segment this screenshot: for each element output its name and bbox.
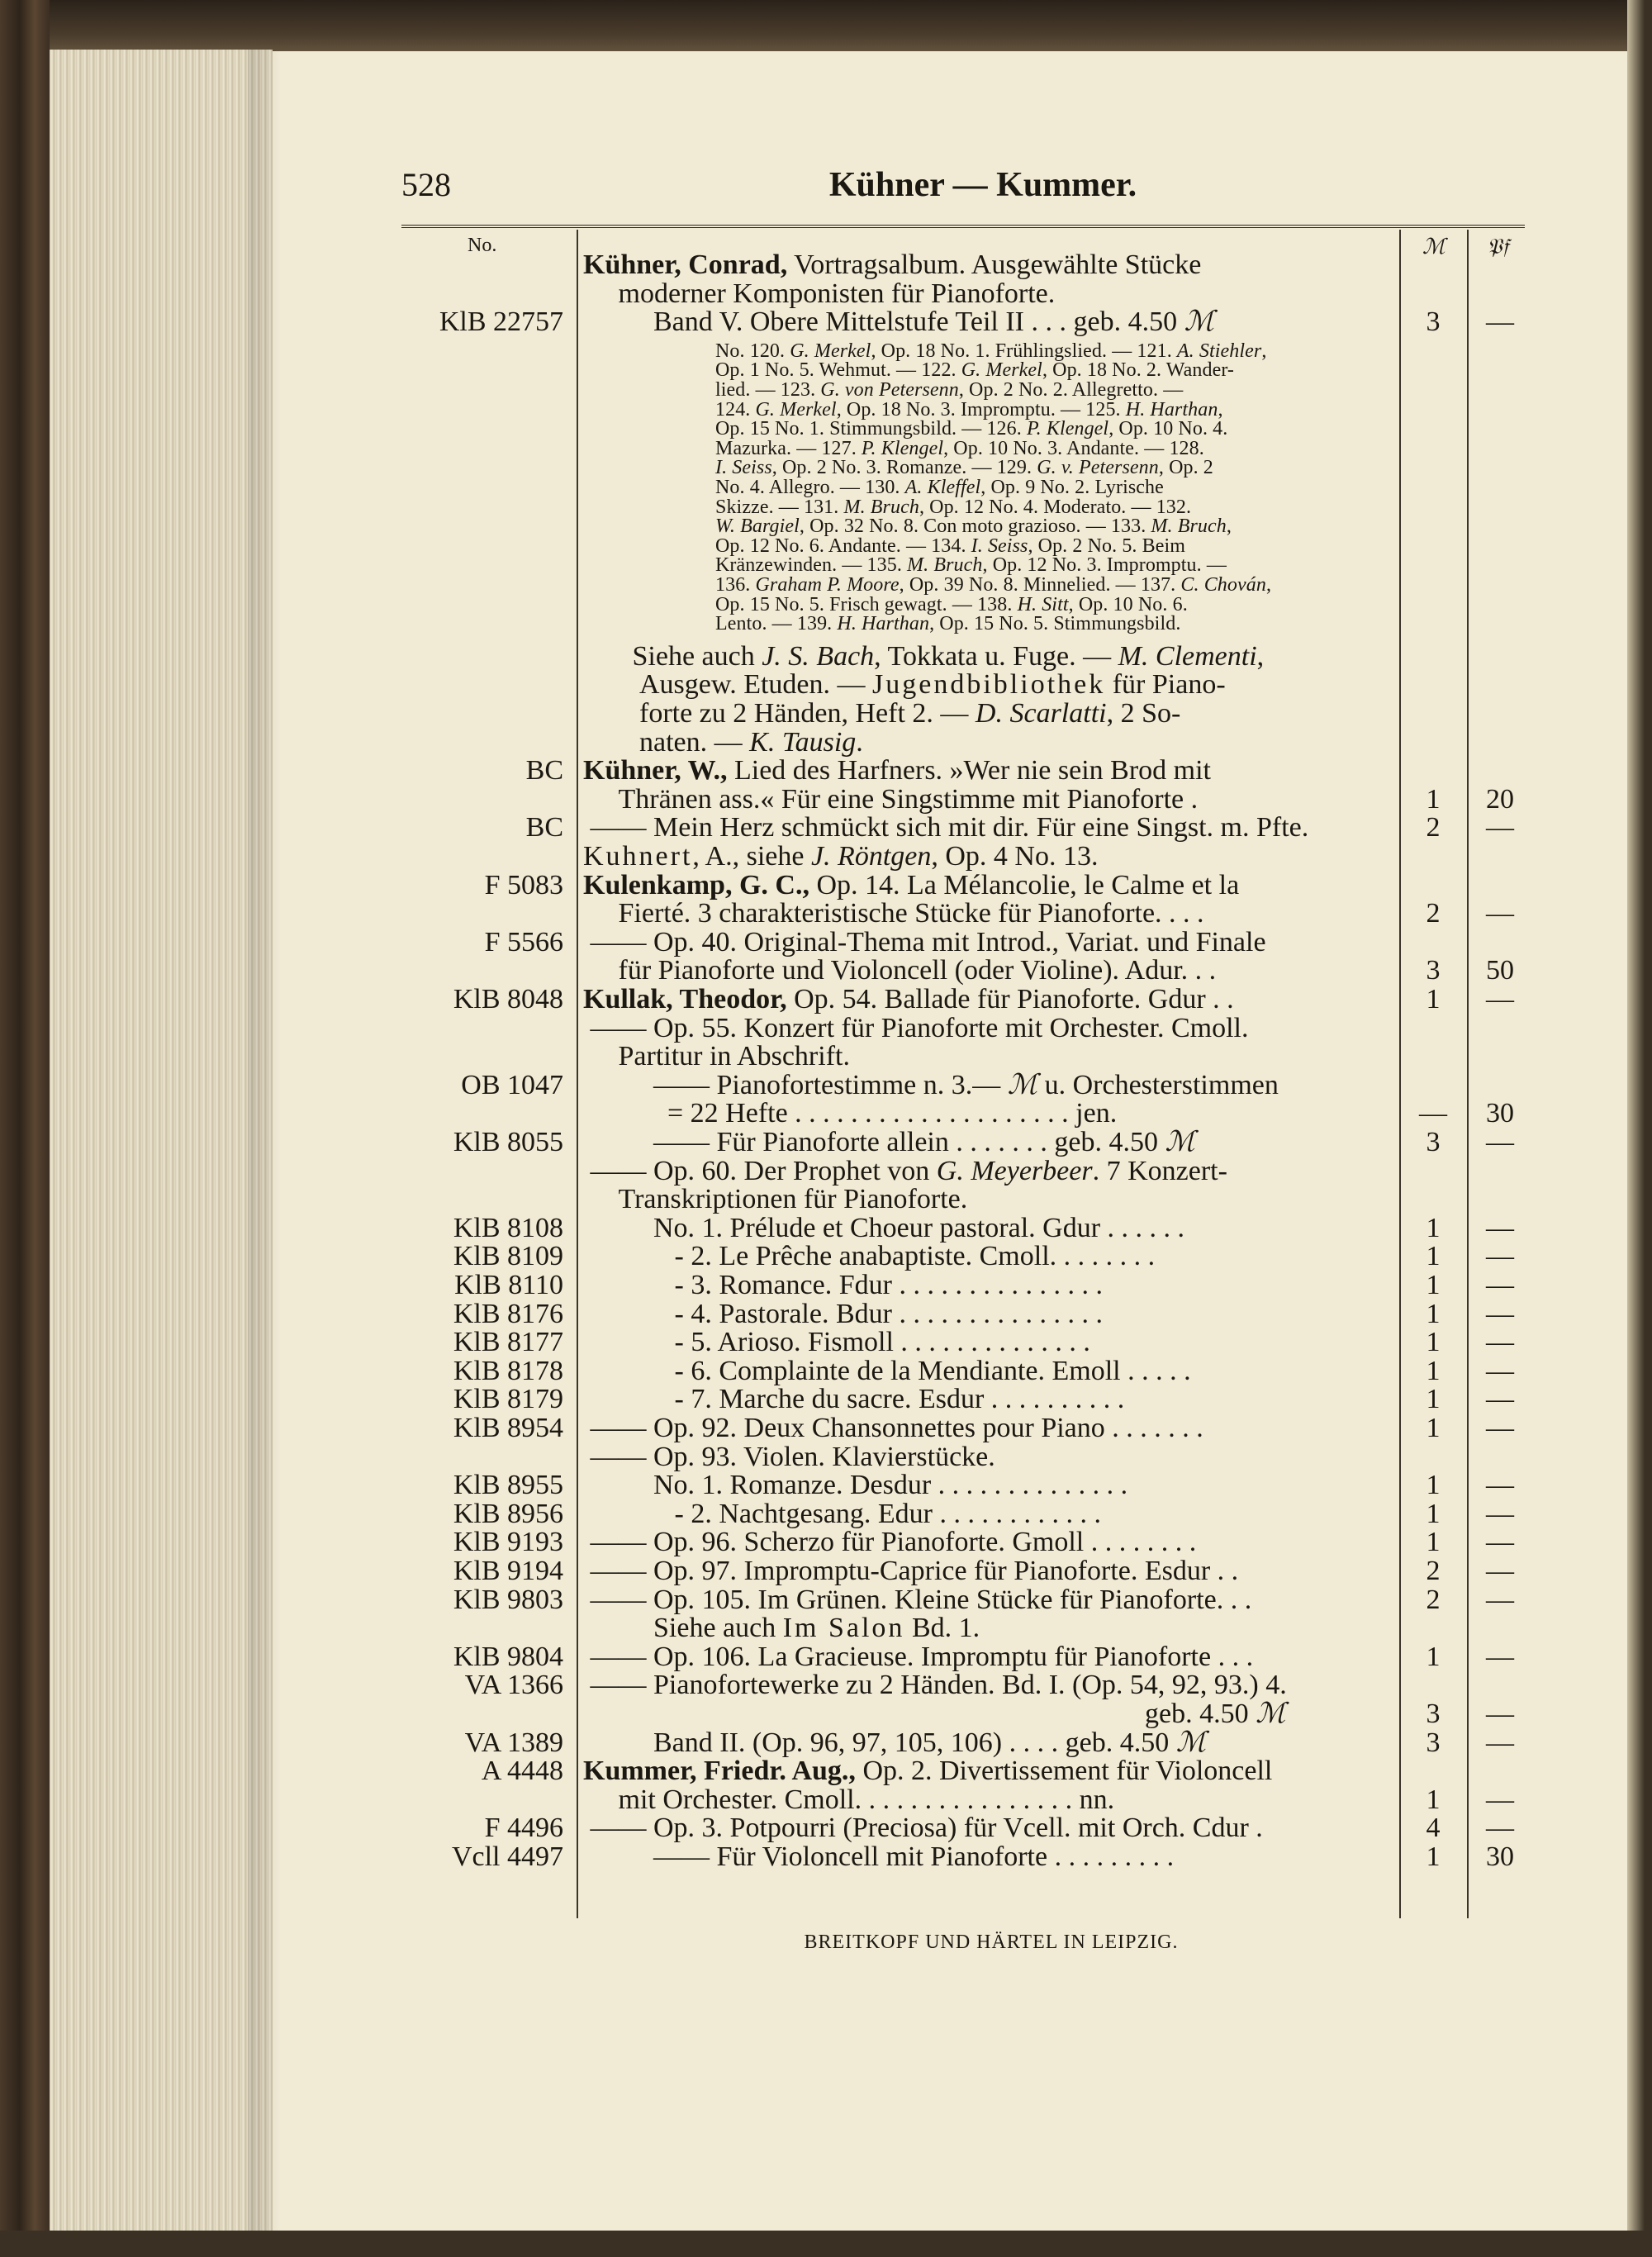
- catalog-number: KlB 9804: [453, 1641, 563, 1672]
- price-pfennig: —: [1486, 1498, 1514, 1529]
- price-mark: 4: [1426, 1813, 1441, 1844]
- price-pfennig: —: [1486, 306, 1514, 338]
- contents-line: No. 4. Allegro. — 130. A. Kleffel, Op. 9 No. 2. Lyrische: [715, 477, 1164, 498]
- entry-text: geb. 4.50 ℳ: [583, 1699, 1286, 1729]
- contents-line: Op. 15 No. 1. Stimmungsbild. — 126. P. Klengel, Op. 10 No. 4.: [715, 418, 1228, 440]
- page-stack-edge: [50, 50, 273, 2231]
- column-rule-number: [577, 230, 578, 1918]
- catalog-number: KlB 8178: [453, 1355, 563, 1386]
- price-pfennig: —: [1486, 1241, 1514, 1272]
- price-mark: 1: [1426, 1784, 1441, 1815]
- catalog-number: KlB 8955: [453, 1470, 563, 1501]
- entry-text: —— Op. 3. Potpourri (Preciosa) für Vcell. mit Orch. Cdur .: [583, 1813, 1263, 1844]
- price-mark: 1: [1426, 1841, 1441, 1872]
- price-mark: 1: [1426, 1527, 1441, 1558]
- contents-line: No. 120. G. Merkel, Op. 18 No. 1. Frühlingslied. — 121. A. Stiehler,: [715, 340, 1267, 362]
- catalog-number: KlB 8954: [453, 1413, 563, 1443]
- entry-text: Band II. (Op. 96, 97, 105, 106) . . . . geb. 4.50 ℳ: [583, 1727, 1207, 1758]
- catalog-number: KlB 9194: [453, 1556, 563, 1586]
- entry-text: Kuhnert, A., siehe J. Röntgen, Op. 4 No. 13.: [583, 841, 1099, 872]
- catalog-number: KlB 8048: [453, 984, 563, 1014]
- catalog-number: KlB 8055: [453, 1127, 563, 1157]
- contents-line: Op. 12 No. 6. Andante. — 134. I. Seiss, Op. 2 No. 5. Beim: [715, 535, 1186, 557]
- price-pfennig: —: [1486, 1327, 1514, 1358]
- entry-text: Kulenkamp, G. C., Op. 14. La Mélancolie, le Calme et la: [583, 869, 1240, 900]
- price-pfennig: —: [1486, 1127, 1514, 1157]
- price-mark: 1: [1426, 1355, 1441, 1386]
- price-mark: 1: [1426, 1413, 1441, 1443]
- catalog-number: BC: [525, 812, 563, 843]
- catalog-number: Vcll 4497: [451, 1841, 563, 1872]
- price-mark: 2: [1426, 1556, 1441, 1586]
- price-mark: 1: [1426, 1498, 1441, 1529]
- price-mark: 1: [1426, 1470, 1441, 1501]
- entry-text: —— Op. 40. Original-Thema mit Introd., Variat. und Finale: [583, 926, 1266, 957]
- header-rule: [401, 225, 1525, 231]
- entry-text: —— Op. 105. Im Grünen. Kleine Stücke für Pianoforte. . .: [583, 1584, 1252, 1615]
- catalog-number: KlB 8177: [453, 1327, 563, 1358]
- price-pfennig: —: [1486, 1699, 1514, 1729]
- entry-text: —— Op. 93. Violen. Klavierstücke.: [583, 1441, 995, 1472]
- entry-text: —— Op. 55. Konzert für Pianoforte mit Orchester. Cmoll.: [583, 1012, 1249, 1043]
- entry-text: Siehe auch Im Salon Bd. 1.: [583, 1613, 980, 1644]
- catalog-number: F 4496: [484, 1813, 563, 1844]
- running-title: Kühner — Kummer.: [828, 166, 1137, 204]
- book-bottom-edge: [0, 2231, 1652, 2257]
- entry-text: —— Op. 96. Scherzo für Pianoforte. Gmoll . . . . . . . .: [583, 1527, 1197, 1558]
- catalog-number: KlB 8176: [453, 1298, 563, 1329]
- entry-text: = 22 Hefte . . . . . . . . . . . . . . . . . . . . jen.: [583, 1098, 1118, 1129]
- contents-line: I. Seiss, Op. 2 No. 3. Romanze. — 129. G. v. Petersenn, Op. 2: [715, 457, 1213, 479]
- price-pfennig: —: [1486, 1527, 1514, 1558]
- entry-text: - 3. Romance. Fdur . . . . . . . . . . . . . . .: [583, 1270, 1103, 1300]
- price-pfennig: —: [1486, 1413, 1514, 1443]
- price-pfennig: —: [1486, 1584, 1514, 1615]
- catalog-number: F 5083: [484, 869, 563, 900]
- book-spine: [0, 0, 50, 2257]
- catalog-number: KlB 9803: [453, 1584, 563, 1615]
- price-pfennig: —: [1486, 984, 1514, 1014]
- price-pfennig: 50: [1486, 955, 1514, 986]
- entry-text: —— Pianofortewerke zu 2 Händen. Bd. I. (Op. 54, 92, 93.) 4.: [583, 1670, 1287, 1701]
- entry-text: No. 1. Prélude et Choeur pastoral. Gdur . . . . . .: [583, 1212, 1185, 1243]
- catalog-number: KlB 8956: [453, 1498, 563, 1529]
- catalog-number: KlB 9193: [453, 1527, 563, 1558]
- price-pfennig: 30: [1486, 1098, 1514, 1129]
- entry-text: Kühner, W., Lied des Harfners. »Wer nie sein Brod mit: [583, 755, 1211, 786]
- entry-text: - 2. Nachtgesang. Edur . . . . . . . . . . . .: [583, 1498, 1102, 1529]
- catalog-number: KlB 22757: [439, 306, 563, 338]
- price-mark: 1: [1426, 1212, 1441, 1243]
- contents-line: Op. 15 No. 5. Frisch gewagt. — 138. H. Sitt, Op. 10 No. 6.: [715, 593, 1188, 615]
- gutter-shadow: [248, 50, 281, 2231]
- price-mark: 2: [1426, 812, 1441, 843]
- entry-text: - 4. Pastorale. Bdur . . . . . . . . . . . . . . .: [583, 1298, 1103, 1329]
- entry-text: Transkriptionen für Pianoforte.: [583, 1184, 968, 1215]
- column-header-mark: ℳ: [1422, 235, 1446, 259]
- entry-text: naten. — K. Tausig.: [583, 726, 863, 758]
- price-pfennig: —: [1486, 1470, 1514, 1501]
- price-mark: 2: [1426, 898, 1441, 929]
- catalog-number: A 4448: [481, 1756, 563, 1787]
- publisher-footer: BREITKOPF UND HÄRTEL IN LEIPZIG.: [804, 1932, 1179, 1953]
- catalog-number: F 5566: [484, 926, 563, 957]
- price-pfennig: 20: [1486, 783, 1514, 815]
- price-mark: 1: [1426, 1270, 1441, 1300]
- catalog-number: OB 1047: [461, 1069, 563, 1100]
- catalog-number: KlB 8108: [453, 1212, 563, 1243]
- contents-line: Kränzewinden. — 135. M. Bruch, Op. 12 No. 3. Impromptu. —: [715, 554, 1227, 577]
- price-mark: 1: [1426, 1241, 1441, 1272]
- price-mark: 3: [1426, 1727, 1441, 1758]
- price-pfennig: —: [1486, 1641, 1514, 1672]
- price-pfennig: —: [1486, 1270, 1514, 1300]
- contents-line: Op. 1 No. 5. Wehmut. — 122. G. Merkel, Op. 18 No. 2. Wander-: [715, 359, 1235, 382]
- entry-text: —— Mein Herz schmückt sich mit dir. Für eine Singst. m. Pfte.: [583, 812, 1309, 843]
- catalog-number: VA 1389: [464, 1727, 563, 1758]
- entry-text: für Pianoforte und Violoncell (oder Violine). Adur. . .: [583, 955, 1217, 986]
- price-mark: 1: [1426, 984, 1441, 1014]
- entry-text: Partitur in Abschrift.: [583, 1041, 850, 1072]
- price-mark: 3: [1426, 1127, 1441, 1157]
- entry-text: - 6. Complainte de la Mendiante. Emoll . . . . .: [583, 1355, 1191, 1386]
- price-pfennig: 30: [1486, 1841, 1514, 1872]
- price-pfennig: —: [1486, 1355, 1514, 1386]
- contents-line: 136. Graham P. Moore, Op. 39 No. 8. Minnelied. — 137. C. Chován,: [715, 574, 1272, 596]
- entry-text: Siehe auch J. S. Bach, Tokkata u. Fuge. — M. Clementi,: [583, 640, 1265, 672]
- contents-line: lied. — 123. G. von Petersenn, Op. 2 No. 2. Allegretto. —: [715, 379, 1184, 401]
- price-mark: 1: [1426, 1327, 1441, 1358]
- entry-text: Fierté. 3 charakteristische Stücke für Pianoforte. . . .: [583, 898, 1204, 929]
- contents-line: 124. G. Merkel, Op. 18 No. 3. Impromptu. — 125. H. Harthan,: [715, 398, 1223, 421]
- contents-line: W. Bargiel, Op. 32 No. 8. Con moto grazioso. — 133. M. Bruch,: [715, 516, 1232, 538]
- price-mark: —: [1419, 1098, 1447, 1129]
- price-pfennig: —: [1486, 1727, 1514, 1758]
- contents-line: Mazurka. — 127. P. Klengel, Op. 10 No. 3. Andante. — 128.: [715, 437, 1204, 459]
- price-mark: 1: [1426, 783, 1441, 815]
- price-pfennig: —: [1486, 1212, 1514, 1243]
- price-pfennig: —: [1486, 1298, 1514, 1329]
- catalog-number: BC: [525, 755, 563, 786]
- price-pfennig: —: [1486, 1384, 1514, 1415]
- catalog-number: VA 1366: [464, 1670, 563, 1701]
- catalog-number: KlB 8109: [453, 1241, 563, 1272]
- price-pfennig: —: [1486, 1813, 1514, 1844]
- entry-text: —— Pianofortestimme n. 3.— ℳ u. Orchesterstimmen: [583, 1069, 1279, 1100]
- entry-text: moderner Komponisten für Pianoforte.: [583, 278, 1056, 309]
- catalog-number: KlB 8110: [454, 1270, 563, 1300]
- price-pfennig: —: [1486, 812, 1514, 843]
- entry-text: forte zu 2 Händen, Heft 2. — D. Scarlatti, 2 So-: [583, 698, 1181, 729]
- catalog-number: KlB 8179: [453, 1384, 563, 1415]
- entry-text: - 7. Marche du sacre. Esdur . . . . . . . . . .: [583, 1384, 1125, 1415]
- entry-text: —— Op. 106. La Gracieuse. Impromptu für Pianoforte . . .: [583, 1641, 1254, 1672]
- entry-text: Kummer, Friedr. Aug., Op. 2. Divertissement für Violoncell: [583, 1756, 1273, 1787]
- entry-text: - 2. Le Prêche anabaptiste. Cmoll. . . . . . . .: [583, 1241, 1156, 1272]
- column-header-number: No.: [468, 235, 497, 256]
- price-mark: 3: [1426, 1699, 1441, 1729]
- entry-text: —— Op. 97. Impromptu-Caprice für Pianoforte. Esdur . .: [583, 1556, 1239, 1586]
- price-mark: 2: [1426, 1584, 1441, 1615]
- entry-text: - 5. Arioso. Fismoll . . . . . . . . . . . . . .: [583, 1327, 1090, 1358]
- price-pfennig: —: [1486, 898, 1514, 929]
- entry-text: —— Für Pianoforte allein . . . . . . . geb. 4.50 ℳ: [583, 1127, 1195, 1157]
- contents-line: Skizze. — 131. M. Bruch, Op. 12 No. 4. Moderato. — 132.: [715, 496, 1192, 518]
- entry-text: No. 1. Romanze. Desdur . . . . . . . . . . . . . .: [583, 1470, 1128, 1501]
- entry-text: —— Op. 60. Der Prophet von G. Meyerbeer. 7 Konzert-: [583, 1155, 1227, 1186]
- price-mark: 3: [1426, 306, 1441, 338]
- price-mark: 1: [1426, 1384, 1441, 1415]
- contents-line: Lento. — 139. H. Harthan, Op. 15 No. 5. Stimmungsbild.: [715, 613, 1181, 635]
- entry-text: —— Für Violoncell mit Pianoforte . . . . . . . . .: [583, 1841, 1175, 1872]
- entry-text: —— Op. 92. Deux Chansonnettes pour Piano . . . . . . .: [583, 1413, 1203, 1443]
- entry-text: Ausgew. Etuden. — Jugendbibliothek für Piano-: [583, 669, 1226, 701]
- price-mark: 1: [1426, 1298, 1441, 1329]
- price-pfennig: —: [1486, 1784, 1514, 1815]
- entry-text: Kühner, Conrad, Vortragsalbum. Ausgewählte Stücke: [583, 249, 1202, 280]
- entry-text: mit Orchester. Cmoll. . . . . . . . . . . . . . . . nn.: [583, 1784, 1115, 1815]
- entry-text: Thränen ass.« Für eine Singstimme mit Pianoforte .: [583, 783, 1199, 815]
- price-pfennig: —: [1486, 1556, 1514, 1586]
- book-right-edge: [1627, 0, 1652, 2257]
- price-mark: 1: [1426, 1641, 1441, 1672]
- entry-text: Band V. Obere Mittelstufe Teil II . . . geb. 4.50 ℳ: [583, 306, 1214, 338]
- entry-text: Kullak, Theodor, Op. 54. Ballade für Pianoforte. Gdur . .: [583, 984, 1234, 1014]
- page-number: 528: [401, 166, 451, 203]
- price-mark: 3: [1426, 955, 1441, 986]
- column-header-pfennig: 𝔓𝔣: [1487, 235, 1509, 259]
